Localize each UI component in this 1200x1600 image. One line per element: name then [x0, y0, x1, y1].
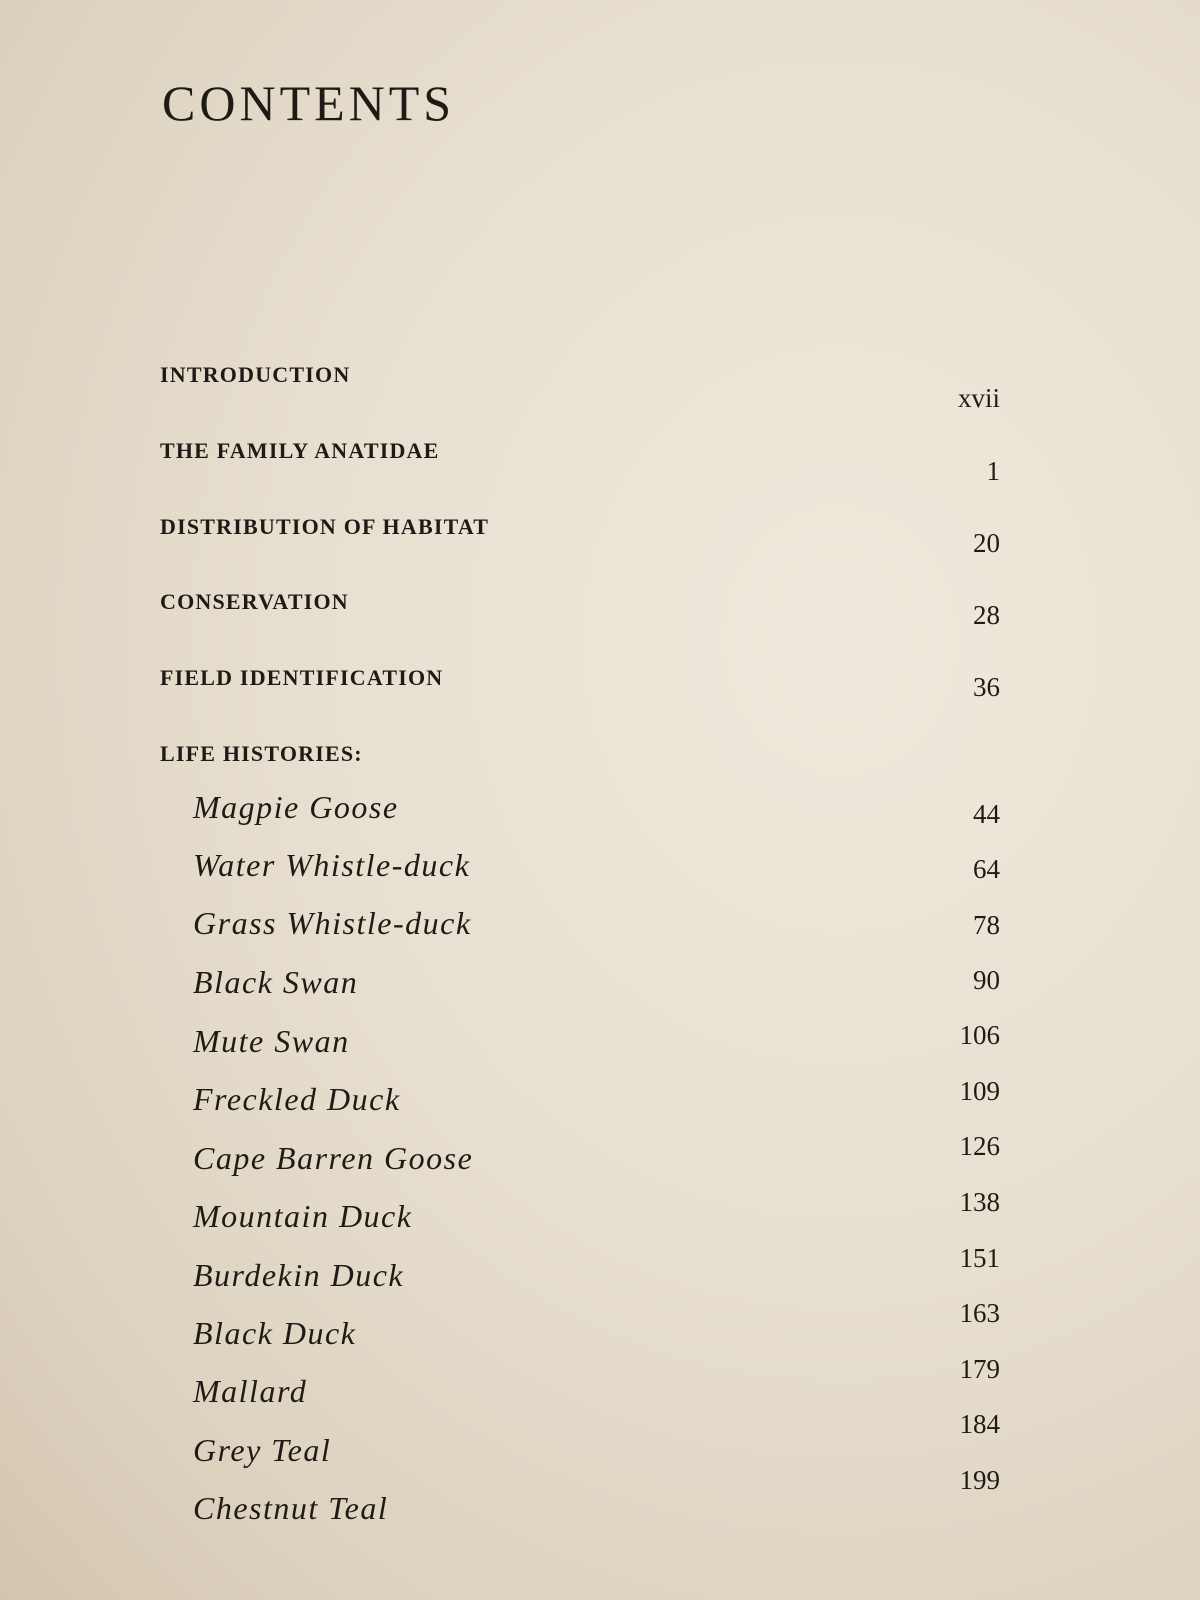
toc-entry-title: THE FAMILY ANATIDAE — [160, 438, 440, 463]
toc-entry-title: LIFE HISTORIES: — [160, 741, 363, 766]
toc-entry-title: INTRODUCTION — [160, 362, 351, 387]
species-title: Chestnut Teal — [193, 1490, 389, 1526]
species-title: Mute Swan — [193, 1023, 350, 1059]
species-title: Cape Barren Goose — [193, 1140, 474, 1176]
species-title: Freckled Duck — [193, 1081, 401, 1117]
toc-entry-page: 20 — [973, 528, 1000, 558]
toc-entry-page: 28 — [973, 600, 1000, 630]
toc-entry-page: 36 — [973, 672, 1000, 702]
species-page: 179 — [959, 1354, 1000, 1384]
page-title: CONTENTS — [162, 75, 456, 131]
species-page: 109 — [959, 1076, 1000, 1106]
species-page: 90 — [973, 965, 1000, 995]
species-title: Grey Teal — [193, 1432, 332, 1468]
species-page: 126 — [959, 1131, 1000, 1161]
species-page: 44 — [973, 799, 1000, 829]
species-page: 106 — [959, 1020, 1000, 1050]
species-page: 78 — [973, 910, 1000, 940]
species-title: Grass Whistle-duck — [193, 905, 472, 941]
species-title: Black Duck — [193, 1315, 357, 1351]
species-page: 151 — [959, 1243, 1000, 1273]
species-page: 64 — [973, 854, 1000, 884]
species-page: 163 — [959, 1298, 1000, 1328]
species-title: Mountain Duck — [193, 1198, 413, 1234]
toc-entry-page: 1 — [986, 456, 1000, 486]
toc-entry-title: CONSERVATION — [160, 589, 349, 614]
species-title: Black Swan — [193, 964, 359, 1000]
species-page: 138 — [959, 1187, 1000, 1217]
species-page: 184 — [959, 1409, 1000, 1439]
species-title: Water Whistle-duck — [193, 847, 471, 883]
toc-entry-page: xvii — [957, 383, 1000, 413]
toc-entry-title: FIELD IDENTIFICATION — [160, 665, 444, 690]
species-title: Mallard — [193, 1373, 308, 1409]
species-page: 199 — [959, 1465, 1000, 1495]
toc-entry-title: DISTRIBUTION OF HABITAT — [160, 514, 490, 539]
species-title: Magpie Goose — [193, 789, 399, 825]
species-title: Burdekin Duck — [193, 1257, 405, 1293]
